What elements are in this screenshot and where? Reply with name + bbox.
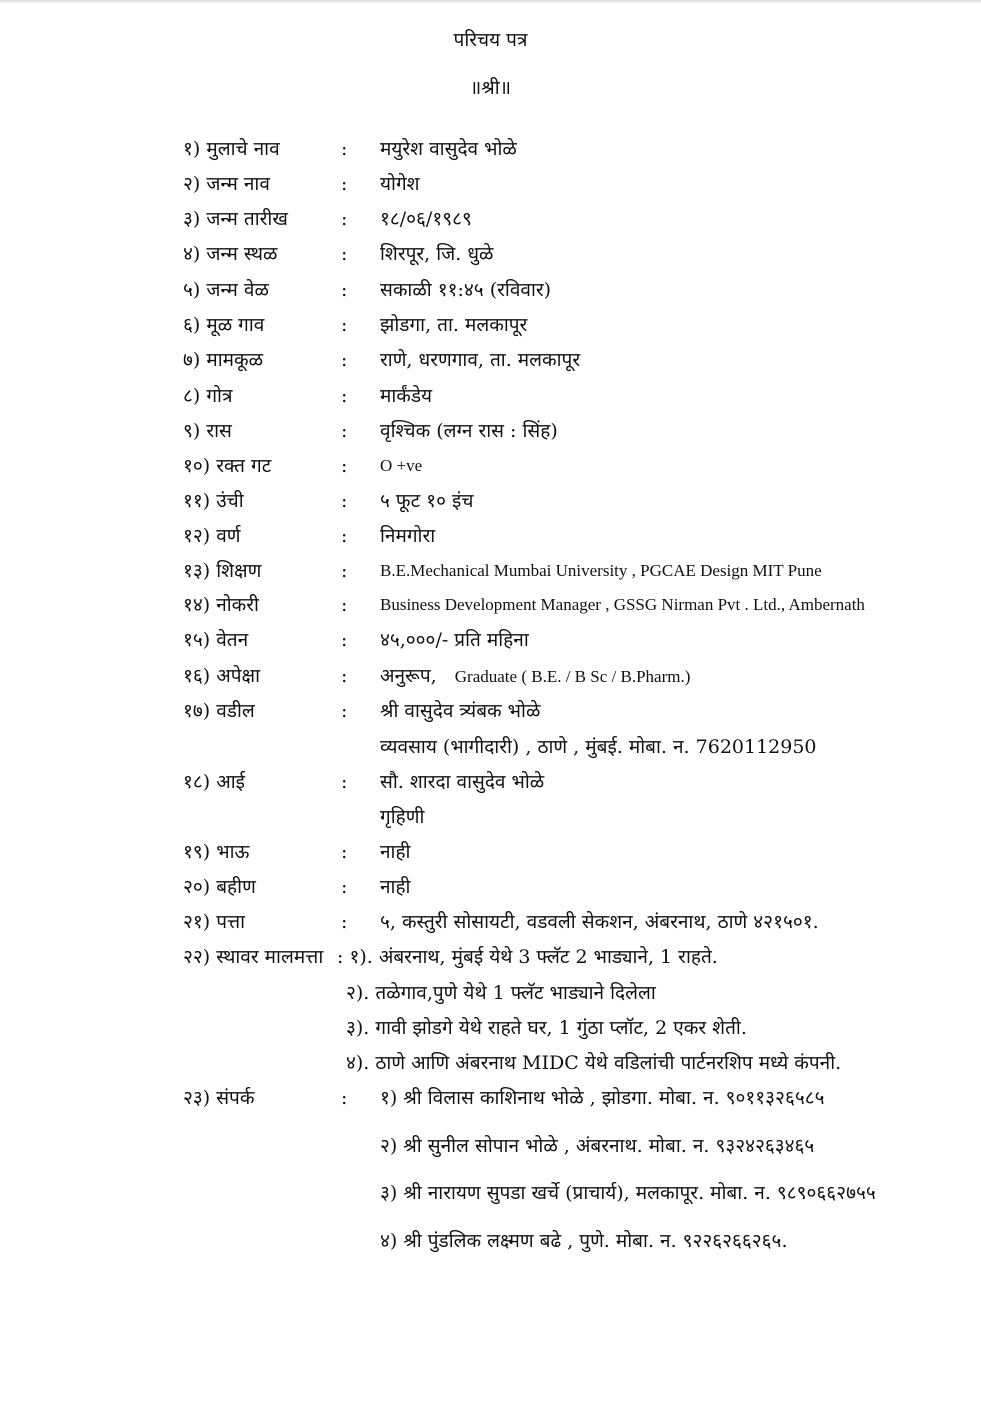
field-colon: : [341, 455, 348, 477]
field-value: १८/०६/१९८९ [380, 208, 472, 230]
page-top-shadow [0, 0, 981, 4]
field-row-brother [0, 837, 981, 867]
field-value: मार्कंडेय [380, 385, 433, 407]
field-row-birth-date [0, 204, 981, 234]
field-label: १३) शिक्षण [183, 560, 262, 582]
field-row-father [0, 696, 981, 726]
field-colon: : [341, 911, 348, 933]
contact-row-2 [0, 1131, 981, 1161]
field-row-expectation [0, 661, 981, 691]
field-value [380, 661, 690, 692]
field-value: Business Development Manager , GSSG Nirman Pvt . Ltd., Ambernath [380, 595, 865, 614]
field-colon: : [341, 841, 348, 863]
field-value: राणे, धरणगाव, ता. मलकापूर [380, 349, 581, 371]
field-row-blood-group [0, 451, 981, 481]
field-label: १०) रक्त गट [183, 455, 272, 477]
field-colon: : [341, 560, 348, 582]
property-label: २२) स्थावर मालमत्ता [183, 946, 324, 968]
field-colon: : [341, 138, 348, 160]
field-label: ११) उंची [183, 490, 244, 512]
field-row-mother-occupation [0, 802, 981, 832]
field-colon: : [341, 243, 348, 265]
field-colon: : [341, 279, 348, 301]
contact-item: १) श्री विलास काशिनाथ भोळे , झोडगा. मोबा. न. ९०११३२६५८५ [380, 1087, 825, 1109]
field-value: O +ve [380, 456, 423, 475]
field-row-sister [0, 872, 981, 902]
field-colon: : [341, 173, 348, 195]
field-label: २०) बहीण [183, 876, 256, 898]
field-label: १९) भाऊ [183, 841, 250, 863]
field-label: १६) अपेक्षा [183, 665, 261, 687]
field-value-continued: गृहिणी [380, 806, 425, 828]
field-value: झोडगा, ता. मलकापूर [380, 314, 528, 336]
field-row-birth-place [0, 239, 981, 269]
contact-label: २३) संपर्क [183, 1087, 255, 1109]
field-value: शिरपूर, जि. धुळे [380, 243, 494, 265]
field-value: सकाळी ११:४५ (रविवार) [380, 279, 552, 301]
field-label: ४) जन्म स्थळ [183, 243, 278, 265]
field-label: १२) वर्ण [183, 525, 241, 547]
field-colon: : [341, 594, 348, 616]
field-row-maternal-family [0, 345, 981, 375]
field-value: ५ फूट १० इंच [380, 490, 474, 512]
field-row-address [0, 907, 981, 937]
field-value: मयुरेश वासुदेव भोळे [380, 138, 517, 160]
field-value: वृश्चिक (लग्न रास : सिंह) [380, 420, 558, 442]
field-row-native-place [0, 310, 981, 340]
page-invocation: ॥श्री॥ [469, 77, 512, 99]
field-colon: : [341, 665, 348, 687]
field-label: ६) मूळ गाव [183, 314, 265, 336]
field-colon: : [341, 771, 348, 793]
field-value: निमगोरा [380, 525, 436, 547]
field-value: योगेश [380, 173, 420, 195]
field-colon: : [341, 700, 348, 722]
property-item: ४). ठाणे आणि अंबरनाथ MIDC येथे वडिलांची पार्टनरशिप मध्ये कंपनी. [346, 1052, 842, 1074]
page-title: परिचय पत्र [453, 29, 528, 51]
contact-item: २) श्री सुनील सोपान भोळे , अंबरनाथ. मोबा. न. ९३२४२६३४६५ [380, 1135, 815, 1157]
contact-item: ३) श्री नारायण सुपडा खर्चे (प्राचार्य), मलकापूर. मोबा. न. ९८९०६६२७५५ [380, 1182, 876, 1204]
contact-item: ४) श्री पुंडलिक लक्ष्मण बढे , पुणे. मोबा. न. ९२२६२६६२६५. [380, 1230, 788, 1252]
field-row-rashi [0, 416, 981, 446]
contact-row-4 [0, 1226, 981, 1256]
field-label: १४) नोकरी [183, 594, 259, 616]
property-item: : १). अंबरनाथ, मुंबई येथे 3 फ्लॅट 2 भाड्याने, 1 राहते. [337, 946, 718, 968]
field-label: ९) रास [183, 420, 232, 442]
field-colon: : [341, 525, 348, 547]
field-value: नाही [380, 876, 411, 898]
field-value: सौ. शारदा वासुदेव भोळे [380, 771, 545, 793]
field-row-height [0, 486, 981, 516]
field-row-complexion [0, 521, 981, 551]
property-row-1 [0, 942, 981, 972]
field-label: ५) जन्म वेळ [183, 279, 269, 301]
field-colon: : [341, 385, 348, 407]
field-value: ४५,०००/- प्रति महिना [380, 629, 529, 651]
field-colon: : [341, 208, 348, 230]
field-colon: : [341, 420, 348, 442]
field-row-education [0, 556, 981, 586]
property-row-3 [0, 1013, 981, 1043]
expectation-value: अनुरूप, [380, 665, 437, 687]
property-row-4 [0, 1048, 981, 1078]
field-label: १८) आई [183, 771, 245, 793]
field-label: ७) मामकूळ [183, 349, 264, 371]
field-value-continued: व्यवसाय (भागीदारी) , ठाणे , मुंबई. मोबा. न. 7620112950 [380, 736, 817, 758]
field-row-salary [0, 625, 981, 655]
field-row-birth-name [0, 169, 981, 199]
field-label: १५) वेतन [183, 629, 249, 651]
contact-row-3 [0, 1178, 981, 1208]
field-value: ५, कस्तुरी सोसायटी, वडवली सेकशन, अंबरनाथ, ठाणे ४२१५०१. [380, 911, 819, 933]
field-value: B.E.Mechanical Mumbai University , PGCAE Design MIT Pune [380, 561, 822, 580]
field-colon: : [341, 314, 348, 336]
field-label: २१) पत्ता [183, 911, 246, 933]
field-colon: : [341, 349, 348, 371]
property-row-2 [0, 978, 981, 1008]
field-label: १) मुलाचे नाव [183, 138, 280, 160]
field-label: १७) वडील [183, 700, 255, 722]
field-row-mother [0, 767, 981, 797]
field-row-gotra [0, 381, 981, 411]
field-row-job [0, 590, 981, 620]
field-label: ८) गोत्र [183, 385, 233, 407]
field-colon: : [341, 1087, 348, 1109]
field-colon: : [341, 876, 348, 898]
expectation-qualification: Graduate ( B.E. / B Sc / B.Pharm.) [454, 667, 691, 686]
field-row-father-occupation [0, 732, 981, 762]
field-row-name [0, 134, 981, 164]
field-row-birth-time [0, 275, 981, 305]
property-item: २). तळेगाव,पुणे येथे 1 फ्लॅट भाड्याने दिलेला [346, 982, 656, 1004]
field-value: नाही [380, 841, 411, 863]
field-colon: : [341, 490, 348, 512]
contact-row-1 [0, 1083, 981, 1113]
field-label: २) जन्म नाव [183, 173, 270, 195]
field-colon: : [341, 629, 348, 651]
field-value: श्री वासुदेव त्र्यंबक भोळे [380, 700, 541, 722]
property-item: ३). गावी झोडगे येथे राहते घर, 1 गुंठा प्लॉट, 2 एकर शेती. [346, 1017, 747, 1039]
field-label: ३) जन्म तारीख [183, 208, 288, 230]
